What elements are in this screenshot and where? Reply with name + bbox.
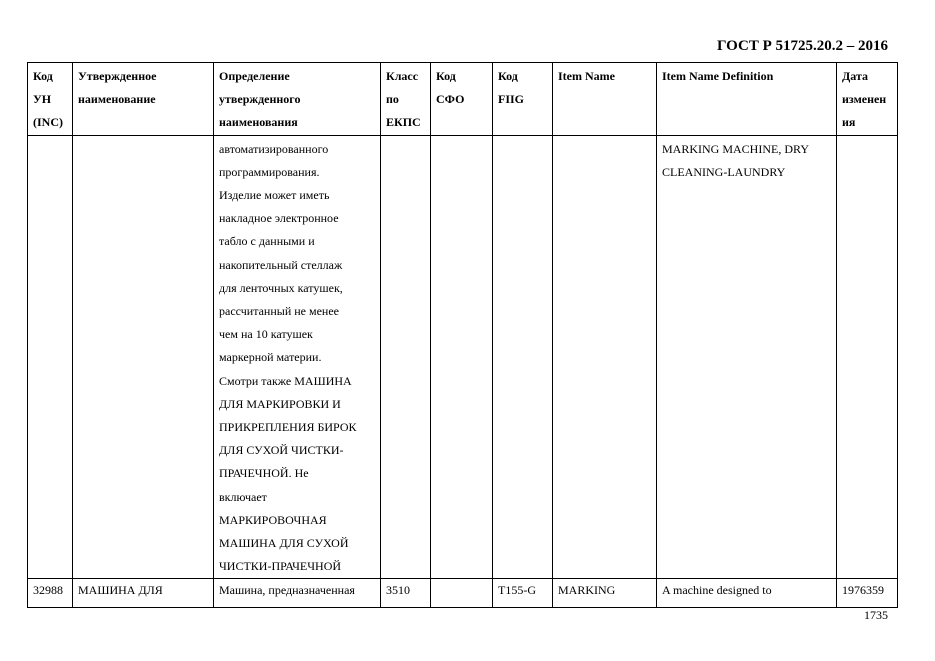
text-line: ДЛЯ СУХОЙ ЧИСТКИ- (219, 443, 344, 458)
text-line: Смотри также МАШИНА (219, 373, 352, 388)
cell-sfo (431, 135, 493, 579)
page-number: 1735 (864, 608, 888, 622)
header-label-line: СФО (436, 92, 465, 107)
header-label-line: Код (498, 69, 518, 83)
header-label-line: ЕКПС (386, 115, 421, 130)
text-line: чем на 10 катушек (219, 327, 313, 342)
header-fiig (493, 63, 553, 136)
text-line: ПРАЧЕЧНОЙ. Не (219, 466, 309, 481)
text-line: маркерной материи. (219, 350, 322, 365)
header-label-line: наименование (78, 92, 156, 107)
header-label-line: по (386, 92, 399, 107)
text-line: МАРКИРОВОЧНАЯ (219, 512, 327, 527)
header-label-line: FIIG (498, 92, 525, 107)
table-header-row (28, 63, 898, 136)
header-sfo (431, 63, 493, 136)
text-line: накопительный стеллаж (219, 257, 343, 272)
text-line: включает (219, 489, 267, 504)
header-item-name (553, 63, 657, 136)
text-line: накладное электронное (219, 211, 339, 226)
cell-date (837, 135, 898, 579)
header-date (837, 63, 898, 136)
text-line: CLEANING-LAUNDRY (662, 164, 786, 179)
text-line: ЧИСТКИ-ПРАЧЕЧНОЙ (219, 559, 342, 574)
cell-class: 3510 (381, 579, 431, 608)
text-line: ПРИКРЕПЛЕНИЯ БИРОК (219, 420, 357, 435)
header-label-line: ия (842, 115, 856, 130)
table-row (28, 135, 898, 579)
cell-item-name (553, 135, 657, 579)
cell-approved-name (73, 135, 214, 579)
text-line: Изделие может иметь (219, 188, 330, 203)
cell-sfo (431, 579, 493, 608)
header-label-line: утвержденного (219, 92, 301, 107)
header-approved-name (73, 63, 214, 136)
cell-class (381, 135, 431, 579)
text-line: автоматизированного (219, 141, 329, 156)
cell-item-name-definition (657, 135, 837, 579)
text-line: MARKING MACHINE, DRY (662, 141, 810, 156)
header-label-line: Дата (842, 69, 868, 83)
text-line: рассчитанный не менее (219, 304, 339, 319)
header-label-line: Код (436, 69, 456, 83)
header-item-name-definition (657, 63, 837, 136)
text-line: для ленточных катушек, (219, 280, 343, 295)
cell-date: 1976359 (837, 579, 898, 608)
text-line: программирования. (219, 164, 320, 179)
header-definition (214, 63, 381, 136)
header-label-line: изменен (842, 92, 887, 107)
cell-item-name: MARKING (553, 579, 657, 608)
header-label-line: Определение (219, 69, 290, 83)
cell-item-name-definition: A machine designed to (657, 579, 837, 608)
header-label-line: Код (33, 69, 53, 83)
cell-fiig: T155-G (493, 579, 553, 608)
cell-approved-name: МАШИНА ДЛЯ (73, 579, 214, 608)
catalog-table (27, 62, 898, 608)
header-label-line: (INC) (33, 115, 63, 130)
text-line: МАШИНА ДЛЯ СУХОЙ (219, 536, 349, 551)
text-line: ДЛЯ МАРКИРОВКИ И (219, 396, 341, 411)
header-label-line: Утвержденное (78, 69, 157, 83)
cell-inc: 32988 (28, 579, 73, 608)
header-label-line: Item Name (558, 69, 615, 83)
header-class (381, 63, 431, 136)
cell-fiig (493, 135, 553, 579)
header-label-line: Класс (386, 69, 419, 83)
header-label-line: наименования (219, 115, 298, 130)
header-label-line: УН (33, 92, 52, 107)
cell-inc (28, 135, 73, 579)
text-line: табло с данными и (219, 234, 315, 249)
document-header: ГОСТ Р 51725.20.2 – 2016 (716, 38, 888, 54)
cell-definition: Машина, предназначенная (214, 579, 381, 608)
cell-definition (214, 135, 381, 579)
header-label-line: Item Name Definition (662, 69, 774, 83)
header-inc (28, 63, 73, 136)
table-row (28, 579, 898, 608)
